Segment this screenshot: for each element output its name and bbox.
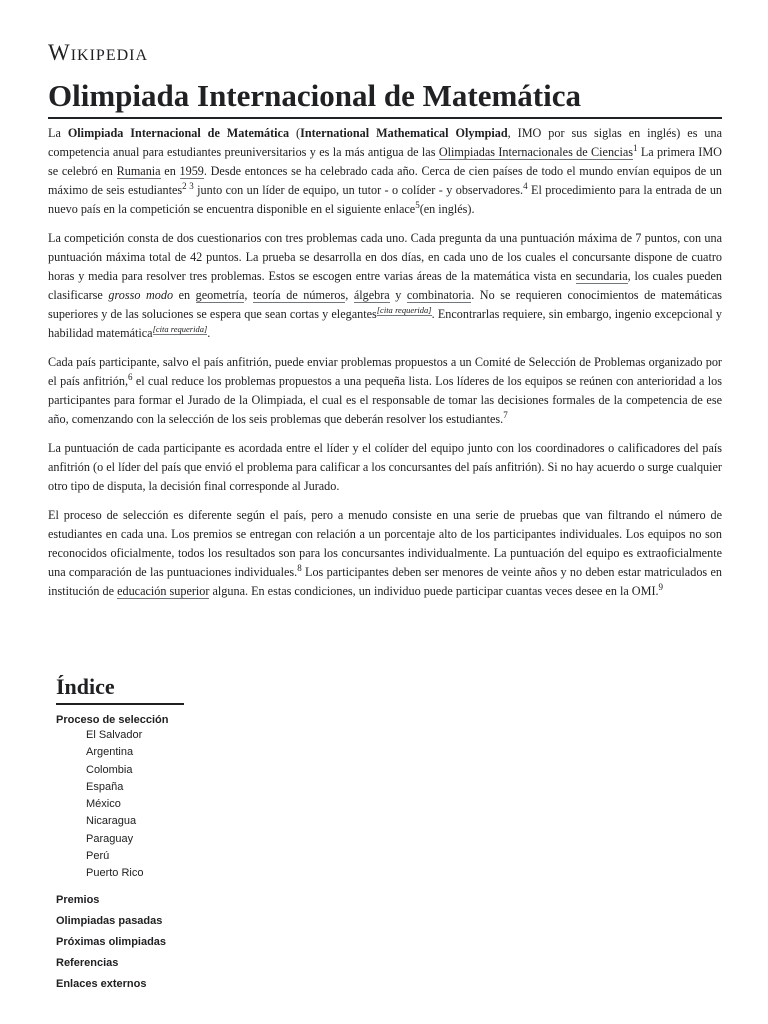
text: junto con un líder de equipo, un tutor - o colíder - y observadores. — [193, 183, 524, 197]
table-of-contents — [56, 672, 356, 998]
paragraph-2 — [48, 229, 722, 343]
reference-6[interactable]: 6 — [128, 371, 133, 382]
toc-item-proximas-olimpiadas[interactable]: Próximas olimpiadas — [56, 935, 167, 948]
reference-7[interactable]: 7 — [503, 409, 508, 420]
text: La competición consta de dos cuestionarios con tres problemas cada uno. Cada pregunta da una puntuación máxima de 7 puntos, con una puntuación máxima total de 42 puntos. La prueba se desarrolla en dos días, en cada uno de los cuales el concursante dispone de cuatro horas y media para resolver tres problemas. Estos se escogen entre varias áreas de la matemática vista en — [48, 231, 722, 283]
paragraph-5 — [48, 506, 722, 601]
toc-item-enlaces-externos[interactable]: Enlaces externos — [56, 977, 147, 990]
link-olimpiadas-internacionales[interactable]: Olimpiadas Internacionales de Ciencias — [438, 145, 633, 159]
link-educacion-superior[interactable]: educación superior — [117, 584, 210, 598]
toc-list — [56, 713, 356, 991]
toc-subitem-nicaragua[interactable]: Nicaragua — [86, 815, 137, 828]
paragraph-4 — [48, 439, 722, 496]
text: . Encontrarlas requiere, sin embargo, ingenio excepcional y habilidad matemática — [48, 307, 722, 340]
citation-needed[interactable]: [cita requerida] — [152, 323, 208, 334]
toc-item-premios[interactable]: Premios — [56, 893, 100, 906]
link-combinatoria[interactable]: combinatoria — [406, 288, 472, 302]
article-body — [48, 124, 722, 611]
text: . Desde entonces se ha celebrado cada año. Cerca de cien países de todo el mundo envían equipos de un máximo de seis estudiantes — [48, 164, 722, 197]
text: (en inglés). — [419, 202, 475, 216]
text: La puntuación de cada participante es acordada entre el líder y el colíder del equipo junto con los coordinadores o calificadores del país anfitrión (o el líder del país que envió el problema para calificar a los concursantes del país anfitrión). Si no hay acuerdo o surge cualquier otro tipo de disputa, la decisión final corresponde al Jurado. — [48, 441, 722, 493]
toc-subitem-argentina[interactable]: Argentina — [86, 746, 134, 759]
link-geometria[interactable]: geometría — [195, 288, 245, 302]
toc-subitem-peru[interactable]: Perú — [86, 850, 110, 863]
link-algebra[interactable]: álgebra — [353, 288, 390, 302]
bold-term: International Mathematical Olympiad — [300, 126, 508, 140]
text: , — [244, 288, 253, 302]
reference-2-3[interactable]: 2 3 — [182, 180, 194, 191]
toc-title: Índice — [56, 672, 184, 705]
text: y — [389, 288, 407, 302]
text: en — [160, 164, 180, 178]
reference-1[interactable]: 1 — [632, 142, 638, 153]
text: ( — [289, 126, 301, 140]
italic-term: grosso modo — [108, 288, 174, 302]
link-secundaria[interactable]: secundaria — [575, 269, 628, 283]
text: La — [48, 126, 68, 140]
text: Los participantes deben ser menores de veinte años y no deben estar matriculados en institución de — [48, 565, 722, 598]
wikipedia-wordmark[interactable] — [48, 40, 148, 66]
text: El procedimiento para la entrada de un nuevo país en la competición se encuentra disponible en el siguiente enlace — [48, 183, 723, 216]
toc-item-proceso-de-seleccion[interactable] — [56, 713, 356, 883]
paragraph-3 — [48, 353, 722, 429]
paragraph-1 — [48, 124, 722, 219]
bold-term: Olimpiada Internacional de Matemática — [67, 126, 290, 140]
reference-8[interactable]: 8 — [297, 562, 302, 573]
toc-subitem-paraguay[interactable]: Paraguay — [86, 832, 134, 845]
toc-item-label: Proceso de selección — [56, 714, 169, 726]
text: , — [345, 288, 354, 302]
text: , los cuales pueden clasificarse — [48, 269, 722, 302]
toc-subitem-mexico[interactable]: México — [86, 798, 121, 811]
text: en — [173, 288, 196, 302]
text: Cada país participante, salvo el país anfitrión, puede enviar problemas propuestos a un Comité de Selección de Problemas organizado por el país anfitrión, — [48, 355, 722, 388]
toc-item-olimpiadas-pasadas[interactable]: Olimpiadas pasadas — [56, 914, 163, 927]
wordmark-text: Wikipedia — [48, 40, 149, 65]
reference-4[interactable]: 4 — [523, 180, 528, 191]
link-1959[interactable]: 1959 — [179, 164, 204, 178]
toc-sublist — [86, 727, 356, 883]
text: el cual reduce los problemas propuestos a una pequeña lista. Los líderes de los equipos se reúnen con anterioridad a los participantes para formar el Jurado de la Olimpiada, el cual es el responsable de tomar las decisiones formales de la competencia de ese año, comenzando con la selección de los seis problemas que deberán resolver los estudiantes. — [48, 374, 722, 426]
citation-needed[interactable]: [cita requerida] — [376, 304, 432, 315]
reference-9[interactable]: 9 — [658, 581, 664, 592]
reference-5[interactable]: 5 — [415, 199, 420, 210]
text: , IMO por sus siglas en inglés) es una competencia anual para estudiantes preuniversitarios y es la más antigua de las — [48, 126, 723, 159]
toc-subitem-colombia[interactable]: Colombia — [86, 763, 133, 776]
link-teoria-de-numeros[interactable]: teoría de números — [252, 288, 346, 302]
link-rumania[interactable]: Rumania — [116, 164, 161, 178]
toc-subitem-el-salvador[interactable]: El Salvador — [86, 729, 143, 741]
text: . — [207, 326, 211, 340]
text: El proceso de selección es diferente según el país, pero a menudo consiste en una serie de pruebas que van filtrando el número de estudiantes en cada una. Los premios se entregan con relación a un porcentaje alto de los participantes individuales. Los equipos no son reconocidos oficialmente, todos los resultados son para los concursantes individualmente. La puntuación del equipo es extraoficialmente una comparación de las puntuaciones individuales. — [48, 508, 722, 579]
text: alguna. En estas condiciones, un individuo puede participar cuantas veces desee en la OMI. — [209, 584, 659, 598]
toc-subitem-espana[interactable]: España — [86, 780, 124, 793]
text: . No se requieren conocimientos de matemáticas superiores y de las soluciones se espera que sean cortas y elegantes — [48, 288, 723, 321]
toc-item-referencias[interactable]: Referencias — [56, 956, 119, 969]
page-title: Olimpiada Internacional de Matemática — [48, 76, 722, 119]
text: La primera IMO se celebró en — [48, 145, 722, 178]
toc-subitem-puerto-rico[interactable]: Puerto Rico — [86, 867, 144, 880]
